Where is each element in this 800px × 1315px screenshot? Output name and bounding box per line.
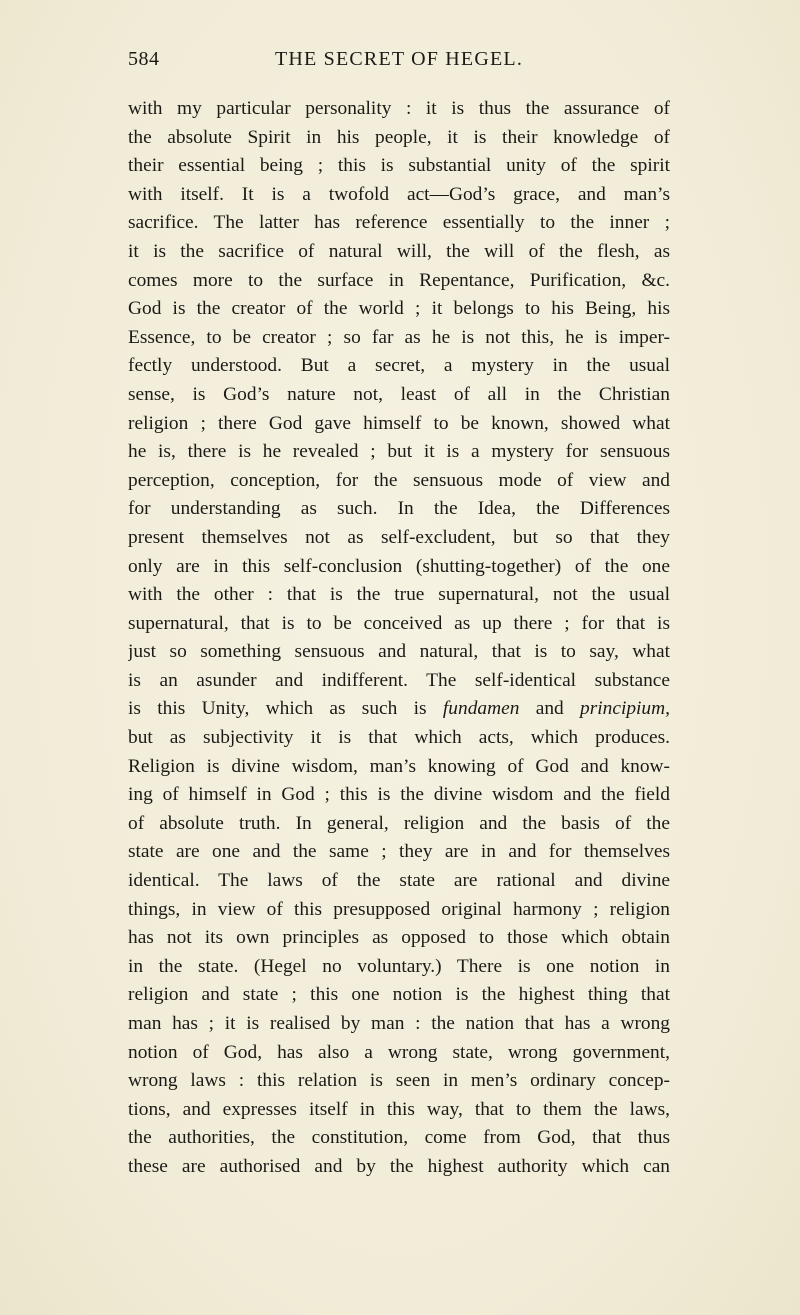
text-line: he is, there is he revealed ; but it is a mystery for sensuous [128,441,670,463]
text-line: the absolute Spirit in his people, it is their knowledge of [128,126,670,148]
text-line: God is the creator of the world ; it belongs to his Being, his [128,298,670,320]
text-line: the authorities, the constitution, come from God, that thus [128,1127,670,1149]
text-line: comes more to the surface in Repentance, Purification, &c. [128,269,670,291]
text-line: sense, is God’s nature not, least of all in the Christian [128,383,670,405]
text-line: Religion is divine wisdom, man’s knowing of God and know- [128,755,670,777]
text-segment: is this Unity, which as such is [128,698,443,720]
text-line: their essential being ; this is substantial unity of the spirit [128,155,670,177]
text-line: for understanding as such. In the Idea, the Differences [128,498,670,520]
text-line: Essence, to be creator ; so far as he is not this, he is imper- [128,326,670,348]
text-line: just so something sensuous and natural, that is to say, what [128,641,670,663]
text-line: with my particular personality : it is thus the assurance of [128,98,670,119]
text-segment: and [519,698,581,720]
running-head: THE SECRET OF HEGEL. [274,48,524,70]
text-line: supernatural, that is to be conceived as up there ; for that is [128,612,670,634]
text-line: only are in this self-conclusion (shutting-together) of the one [128,555,670,577]
text-line: but as subjectivity it is that which acts, which produces. [128,727,670,749]
text-line: has not its own principles as opposed to those which obtain [128,927,670,949]
text-line: it is the sacrifice of natural will, the will of the flesh, as [128,240,670,262]
page-number: 584 [128,48,160,70]
text-line: identical. The laws of the state are rational and divine [128,870,670,892]
text-line: wrong laws : this relation is seen in men’s ordinary concep- [128,1070,670,1092]
text-line: is an asunder and indifferent. The self-identical substance [128,669,670,691]
text-line: state are one and the same ; they are in and for themselves [128,841,670,863]
text-line: religion and state ; this one notion is the highest thing that [128,984,670,1006]
text-line: in the state. (Hegel no voluntary.) There is one notion in [128,955,670,977]
body-text [128,95,670,1182]
text-line: with itself. It is a twofold act—God’s grace, and man’s [128,183,670,205]
text-line: man has ; it is realised by man : the nation that has a wrong [128,1013,670,1034]
text-line: notion of God, has also a wrong state, wrong government, [128,1041,670,1063]
text-line: ing of himself in God ; this is the divine wisdom and the field [128,784,670,806]
text-line: sacrifice. The latter has reference essentially to the inner ; [128,212,670,234]
text-line: religion ; there God gave himself to be known, showed what [128,412,670,434]
text-line: fectly understood. But a secret, a mystery in the usual [128,355,670,377]
text-line: tions, and expresses itself in this way, that to them the laws, [128,1098,670,1120]
text-line: present themselves not as self-excludent, but so that they [128,526,670,548]
italic-term-fundamen: fundamen [442,698,520,720]
text-line: these are authorised and by the highest authority which can [128,1155,670,1177]
text-line: perception, conception, for the sensuous mode of view and [128,469,670,491]
text-line: things, in view of this presupposed original harmony ; religion [128,898,670,920]
text-line: of absolute truth. In general, religion and the basis of the [128,812,670,834]
text-line: with the other : that is the true supernatural, not the usual [128,584,670,606]
page-header [128,48,670,78]
italic-term-principium: principium, [580,698,670,720]
text-line-italic-terms [128,695,670,724]
